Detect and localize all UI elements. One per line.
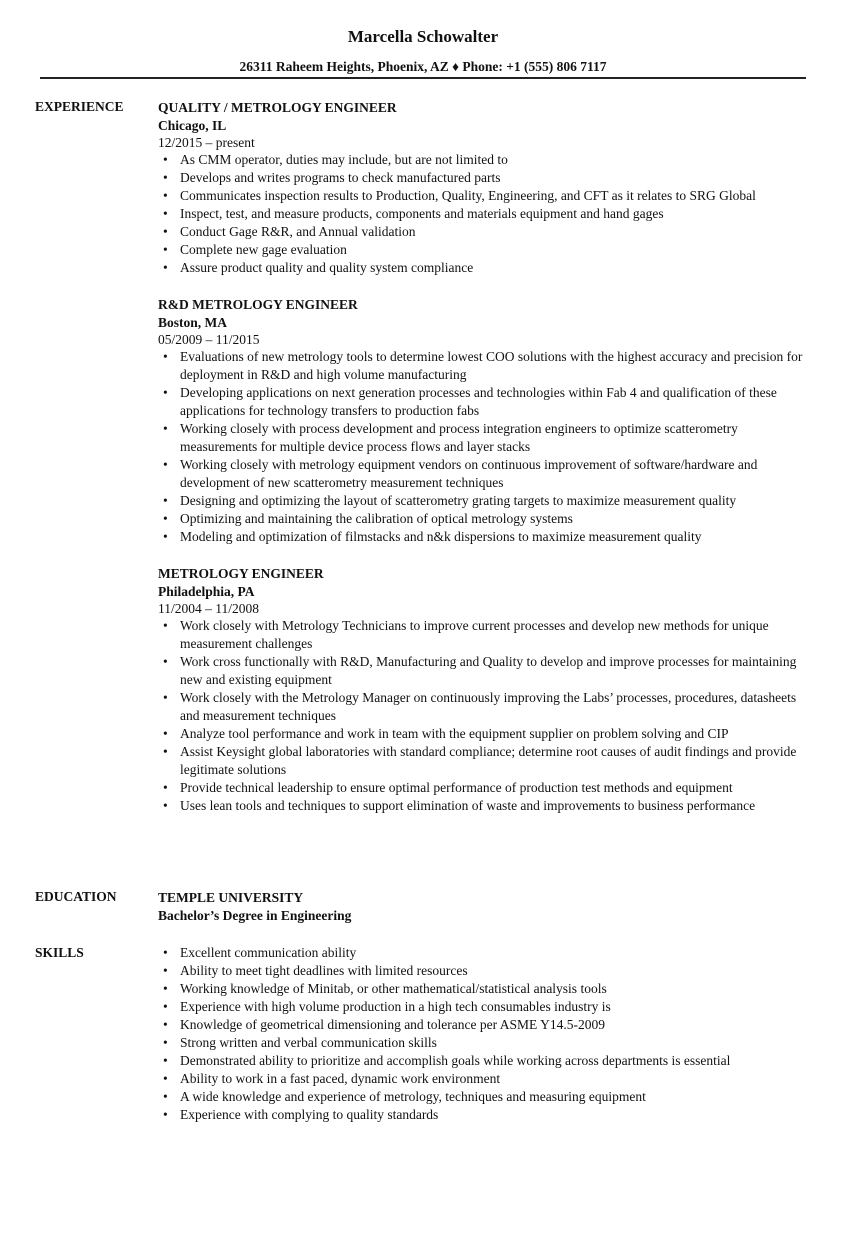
job-location: Boston, MA [158,315,228,330]
skill-item: • A wide knowledge and experience of metrology, techniques and measuring equipment [180,1088,818,1106]
skills-list [158,944,818,1124]
job-entry [158,295,818,546]
job-title: R&D METROLOGY ENGINEER [158,297,358,312]
job-bullet: • Designing and optimizing the layout of scatterometry grating targets to maximize measurement quality [180,492,818,510]
skill-item: • Strong written and verbal communication skills [180,1034,818,1052]
job-location: Chicago, IL [158,118,227,133]
job-bullet: • Assure product quality and quality system compliance [180,259,818,277]
job-title: QUALITY / METROLOGY ENGINEER [158,100,397,115]
job-entry [158,564,818,815]
job-bullet: • Work closely with the Metrology Manager on continuously improving the Labs’ processes, procedures, datasheets and measurement techniques [180,689,818,725]
job-bullet-list [158,348,818,546]
job-bullet: • As CMM operator, duties may include, but are not limited to [180,151,818,169]
header-divider [40,77,806,79]
job-bullet: • Complete new gage evaluation [180,241,818,259]
job-location: Philadelphia, PA [158,584,255,599]
skill-item: • Knowledge of geometrical dimensioning and tolerance per ASME Y14.5-2009 [180,1016,818,1034]
job-dates: 11/2004 – 11/2008 [158,601,259,616]
job-bullet: • Uses lean tools and techniques to support elimination of waste and improvements to business performance [180,797,818,815]
job-bullet: • Optimizing and maintaining the calibration of optical metrology systems [180,510,818,528]
skill-item: • Demonstrated ability to prioritize and accomplish goals while working across departments is essential [180,1052,818,1070]
skill-item: • Ability to meet tight deadlines with limited resources [180,962,818,980]
job-bullet: • Communicates inspection results to Production, Quality, Engineering, and CFT as it relates to SRG Global [180,187,818,205]
job-bullet: • Conduct Gage R&R, and Annual validation [180,223,818,241]
education-entry [158,888,818,925]
skill-item: • Ability to work in a fast paced, dynamic work environment [180,1070,818,1088]
job-bullet: • Analyze tool performance and work in team with the equipment supplier on problem solving and CIP [180,725,818,743]
degree-name: Bachelor’s Degree in Engineering [158,908,352,923]
contact-line: 26311 Raheem Heights, Phoenix, AZ ♦ Phone: +1 (555) 806 7117 [239,59,607,74]
skills-bullet-list [158,944,818,1124]
experience-list [158,98,818,815]
skill-item: • Experience with high volume production in a high tech consumables industry is [180,998,818,1016]
job-entry [158,98,818,277]
job-bullet: • Assist Keysight global laboratories with standard compliance; determine root causes of audit findings and provide legitimate solutions [180,743,818,779]
job-bullet: • Working closely with metrology equipment vendors on continuous improvement of software/hardware and development of new scatterometry measurement techniques [180,456,818,492]
job-bullet: • Inspect, test, and measure products, components and materials equipment and hand gages [180,205,818,223]
section-label-education: EDUCATION [35,889,117,904]
job-bullet-list [158,151,818,277]
job-dates: 05/2009 – 11/2015 [158,332,260,347]
job-title: METROLOGY ENGINEER [158,566,324,581]
school-name: TEMPLE UNIVERSITY [158,890,304,905]
job-dates: 12/2015 – present [158,135,255,150]
skill-item: • Excellent communication ability [180,944,818,962]
job-bullet: • Modeling and optimization of filmstacks and n&k dispersions to maximize measurement quality [180,528,818,546]
skill-item: • Working knowledge of Minitab, or other mathematical/statistical analysis tools [180,980,818,998]
job-bullet: • Evaluations of new metrology tools to determine lowest COO solutions with the highest accuracy and precision for deployment in R&D and high volume manufacturing [180,348,818,384]
job-bullet: • Develops and writes programs to check manufactured parts [180,169,818,187]
job-bullet-list [158,617,818,815]
job-bullet: • Developing applications on next generation processes and technologies within Fab 4 and qualification of these applications for technology transfers to production fabs [180,384,818,420]
section-label-skills: SKILLS [35,945,84,960]
job-bullet: • Work cross functionally with R&D, Manufacturing and Quality to develop and improve processes for maintaining new and existing equipment [180,653,818,689]
job-bullet: • Provide technical leadership to ensure optimal performance of production test methods and equipment [180,779,818,797]
job-bullet: • Work closely with Metrology Technicians to improve current processes and develop new methods for unique measurement challenges [180,617,818,653]
candidate-name: Marcella Schowalter [347,27,499,46]
job-bullet: • Working closely with process development and process integration engineers to optimize scatterometry measurements for multiple device process flows and layer stacks [180,420,818,456]
skill-item: • Experience with complying to quality standards [180,1106,818,1124]
section-label-experience: EXPERIENCE [35,99,124,114]
